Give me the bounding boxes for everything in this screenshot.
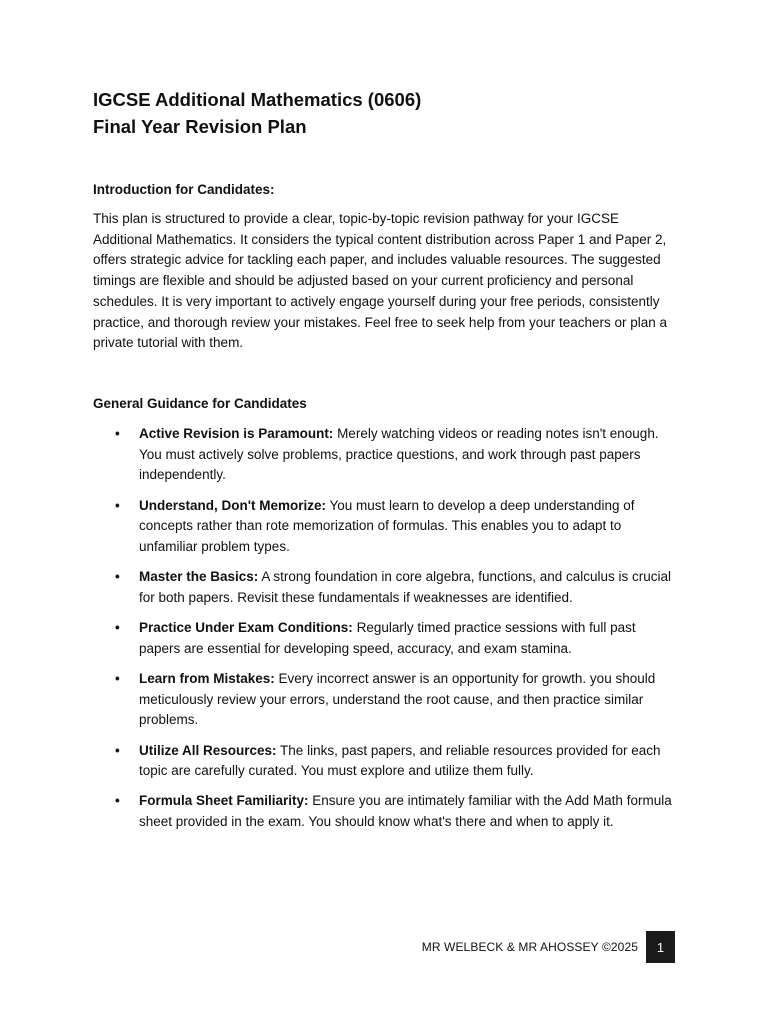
title-line-1: IGCSE Additional Mathematics (0606): [93, 89, 422, 110]
guidance-item-exam-conditions: [93, 618, 678, 659]
bullet-icon: •: [115, 793, 120, 809]
page-footer: [422, 931, 675, 963]
bullet-icon: •: [115, 742, 120, 758]
guidance-item-text: The links, past papers, and reliable resources provided for each topic are carefully curated. You must explore and utilize them fully.: [139, 742, 661, 779]
guidance-item-text: Ensure you are intimately familiar with the Add Math formula sheet provided in the exam. You should know what's there and when to apply it.: [139, 793, 672, 830]
footer-credit: MR WELBECK & MR AHOSSEY ©2025: [421, 940, 638, 954]
bullet-icon: •: [115, 670, 120, 686]
guidance-item-title: Active Revision is Paramount:: [139, 425, 334, 441]
bullet-icon: •: [115, 497, 120, 513]
guidance-item-title: Learn from Mistakes:: [139, 670, 275, 686]
guidance-item-title: Master the Basics:: [139, 569, 259, 585]
bullet-icon: •: [115, 569, 120, 585]
guidance-item-title: Understand, Don't Memorize:: [139, 497, 326, 513]
page-number-badge: 1: [646, 931, 675, 963]
guidance-item-text: Every incorrect answer is an opportunity for growth. you should meticulously review your errors, understand the root cause, and then practice similar problems.: [139, 670, 656, 728]
guidance-item-text: You must learn to develop a deep understanding of concepts rather than rote memorization of formulas. This enables you to adapt to unfamiliar problem types.: [139, 497, 635, 554]
guidance-item-formula-sheet: [93, 791, 678, 832]
intro-paragraph: This plan is structured to provide a clear, topic-by-topic revision pathway for your IGCSE Additional Mathematics. It considers the typical content distribution across Paper 1 and Paper 2, offers strategic advice for tackling each paper, and includes valuable resources. The suggested timings are flexible and should be adjusted based on your current proficiency and personal schedules. It is very important to actively engage yourself during your free periods, consistently practice, and thorough review your mistakes. Feel free to seek help from your teachers or plan a private tutorial with them.: [93, 211, 668, 351]
guidance-heading: General Guidance for Candidates: [93, 395, 307, 411]
guidance-item-text: Merely watching videos or reading notes isn't enough. You must actively solve problems, practice questions, and work through past papers independently.: [139, 425, 659, 483]
guidance-list: [93, 424, 678, 833]
guidance-item-text: A strong foundation in core algebra, functions, and calculus is crucial for both papers. Revisit these fundamentals if weaknesses are identified.: [139, 569, 672, 605]
guidance-item-learn-mistakes: [93, 669, 678, 731]
bullet-icon: •: [115, 620, 120, 636]
guidance-item-active-revision: [93, 424, 678, 486]
document-page: [93, 86, 678, 842]
title-line-2: Final Year Revision Plan: [93, 116, 307, 137]
guidance-item-text: Regularly timed practice sessions with full past papers are essential for developing speed, accuracy, and exam stamina.: [139, 620, 636, 656]
guidance-item-title: Practice Under Exam Conditions:: [139, 620, 353, 636]
page-title: [93, 86, 678, 140]
guidance-item-title: Utilize All Resources:: [139, 742, 277, 758]
guidance-item-understand: [93, 496, 678, 558]
guidance-item-resources: [93, 741, 678, 782]
bullet-icon: •: [115, 425, 120, 441]
guidance-item-master-basics: [93, 567, 678, 608]
intro-heading: Introduction for Candidates:: [93, 182, 275, 197]
guidance-item-title: Formula Sheet Familiarity:: [139, 793, 309, 809]
